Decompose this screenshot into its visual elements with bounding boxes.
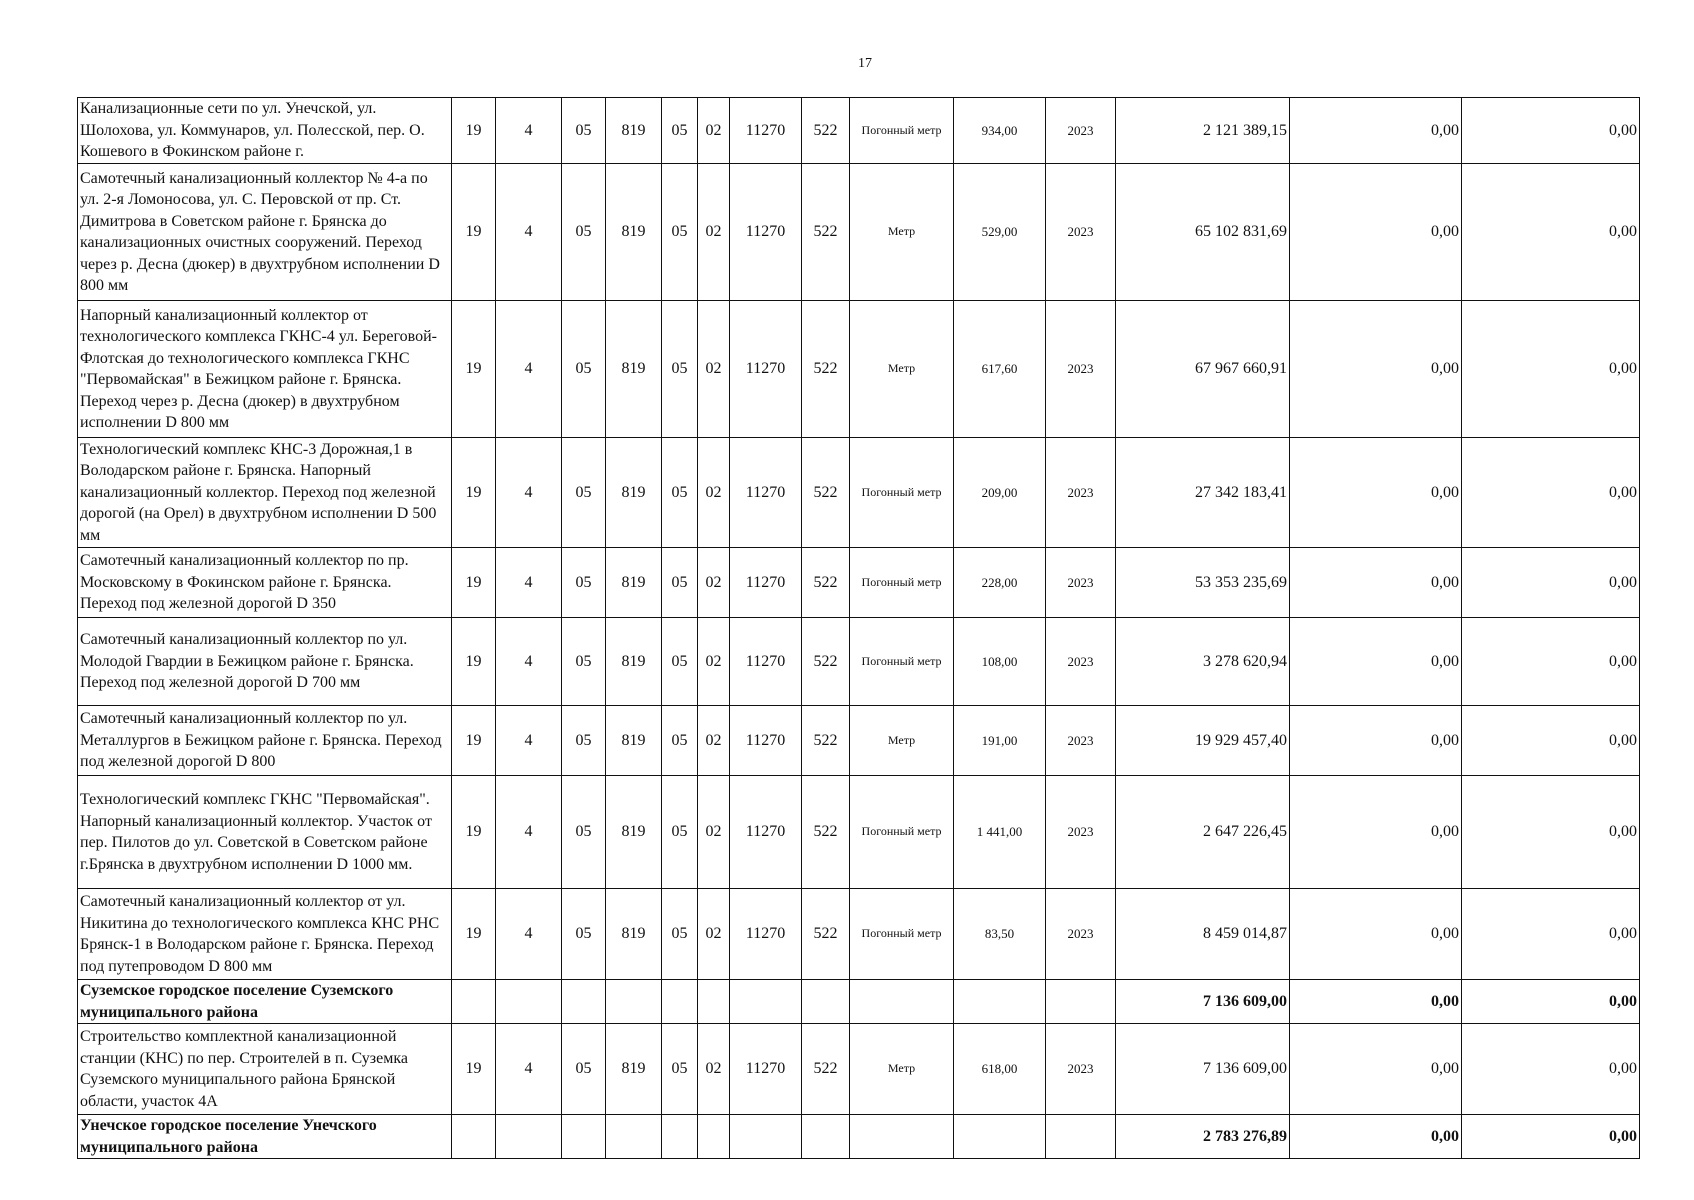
object-name-cell: Самотечный канализационный коллектор по ул. Молодой Гвардии в Бежицком районе г. Брянска. Переход под железной дорогой D 700 мм (78, 618, 452, 706)
code-cell: 4 (496, 776, 562, 889)
amount-cell: 0,00 (1462, 98, 1640, 164)
unit-cell: Погонный метр (850, 98, 954, 164)
amount-cell: 0,00 (1290, 889, 1462, 980)
unit-cell: Метр (850, 164, 954, 301)
code-cell: 11270 (730, 889, 802, 980)
code-cell: 19 (452, 1024, 496, 1115)
amount-cell: 2 647 226,45 (1116, 776, 1290, 889)
code-cell: 4 (496, 618, 562, 706)
quantity-cell: 209,00 (954, 438, 1046, 548)
amount-cell: 67 967 660,91 (1116, 301, 1290, 438)
code-cell: 05 (662, 1024, 698, 1115)
year-cell (1046, 1115, 1116, 1159)
table-row (78, 164, 1640, 301)
amount-cell: 0,00 (1462, 1115, 1640, 1159)
amount-cell: 0,00 (1290, 980, 1462, 1024)
year-cell: 2023 (1046, 776, 1116, 889)
code-cell: 4 (496, 1024, 562, 1115)
object-name-cell: Суземское городское поселение Суземского муниципального района (78, 980, 452, 1024)
code-cell: 05 (562, 1024, 606, 1115)
amount-cell: 0,00 (1290, 618, 1462, 706)
code-cell: 819 (606, 164, 662, 301)
object-name-cell: Самотечный канализационный коллектор по ул. Металлургов в Бежицком районе г. Брянска. Переход под железной дорогой D 800 (78, 706, 452, 776)
code-cell: 819 (606, 98, 662, 164)
code-cell: 05 (562, 98, 606, 164)
code-cell: 11270 (730, 776, 802, 889)
code-cell: 05 (562, 301, 606, 438)
code-cell: 02 (698, 301, 730, 438)
object-name-cell: Канализационные сети по ул. Унечской, ул. Шолохова, ул. Коммунаров, ул. Полесской, пер. О. Кошевого в Фокинском районе г. (78, 98, 452, 164)
code-cell (562, 980, 606, 1024)
code-cell (698, 980, 730, 1024)
code-cell (606, 980, 662, 1024)
code-cell: 19 (452, 164, 496, 301)
code-cell: 02 (698, 706, 730, 776)
code-cell: 02 (698, 164, 730, 301)
code-cell: 4 (496, 164, 562, 301)
table-row (78, 889, 1640, 980)
table-row (78, 1024, 1640, 1115)
code-cell: 11270 (730, 164, 802, 301)
code-cell: 19 (452, 889, 496, 980)
year-cell: 2023 (1046, 889, 1116, 980)
amount-cell: 0,00 (1290, 98, 1462, 164)
object-name-cell: Напорный канализационный коллектор от технологического комплекса ГКНС-4 ул. Береговой-Флотская до технологического комплекса ГКНС "Первомайская" в Бежицком районе г. Брянска. Переход через р. Десна (дюкер) в двухтрубном исполнении D 800 мм (78, 301, 452, 438)
quantity-cell: 228,00 (954, 548, 1046, 618)
code-cell: 02 (698, 1024, 730, 1115)
code-cell (802, 980, 850, 1024)
amount-cell: 0,00 (1290, 301, 1462, 438)
amount-cell: 0,00 (1462, 1024, 1640, 1115)
code-cell: 05 (662, 618, 698, 706)
code-cell: 02 (698, 548, 730, 618)
budget-table (77, 97, 1640, 1159)
object-name-cell: Строительство комплектной канализационной станции (КНС) по пер. Строителей в п. Суземка Суземского муниципального района Брянской области, участок 4А (78, 1024, 452, 1115)
amount-cell: 0,00 (1290, 548, 1462, 618)
code-cell: 4 (496, 301, 562, 438)
code-cell: 4 (496, 438, 562, 548)
year-cell: 2023 (1046, 1024, 1116, 1115)
object-name-cell: Технологический комплекс КНС-3 Дорожная,1 в Володарском районе г. Брянска. Напорный канализационный коллектор. Переход под железной дорогой (на Орел) в двухтрубном исполнении D 500 мм (78, 438, 452, 548)
year-cell: 2023 (1046, 618, 1116, 706)
quantity-cell (954, 980, 1046, 1024)
code-cell: 19 (452, 301, 496, 438)
code-cell: 05 (662, 889, 698, 980)
code-cell (562, 1115, 606, 1159)
unit-cell: Метр (850, 706, 954, 776)
table-row (78, 438, 1640, 548)
code-cell: 19 (452, 618, 496, 706)
amount-cell: 3 278 620,94 (1116, 618, 1290, 706)
year-cell: 2023 (1046, 164, 1116, 301)
amount-cell: 7 136 609,00 (1116, 980, 1290, 1024)
code-cell: 522 (802, 301, 850, 438)
code-cell: 05 (662, 301, 698, 438)
code-cell: 522 (802, 889, 850, 980)
code-cell: 11270 (730, 438, 802, 548)
amount-cell: 7 136 609,00 (1116, 1024, 1290, 1115)
quantity-cell: 108,00 (954, 618, 1046, 706)
unit-cell (850, 980, 954, 1024)
quantity-cell: 529,00 (954, 164, 1046, 301)
amount-cell: 0,00 (1462, 438, 1640, 548)
amount-cell: 0,00 (1290, 1115, 1462, 1159)
code-cell (698, 1115, 730, 1159)
amount-cell: 0,00 (1462, 301, 1640, 438)
quantity-cell (954, 1115, 1046, 1159)
code-cell (452, 980, 496, 1024)
table-body (78, 98, 1640, 1159)
code-cell: 05 (562, 548, 606, 618)
code-cell: 819 (606, 889, 662, 980)
amount-cell: 0,00 (1462, 776, 1640, 889)
object-name-cell: Унечское городское поселение Унечского муниципального района (78, 1115, 452, 1159)
code-cell: 11270 (730, 706, 802, 776)
code-cell: 522 (802, 618, 850, 706)
amount-cell: 8 459 014,87 (1116, 889, 1290, 980)
code-cell: 819 (606, 548, 662, 618)
unit-cell: Погонный метр (850, 776, 954, 889)
code-cell: 4 (496, 548, 562, 618)
code-cell: 4 (496, 706, 562, 776)
code-cell: 11270 (730, 301, 802, 438)
code-cell: 05 (662, 776, 698, 889)
code-cell: 522 (802, 706, 850, 776)
year-cell (1046, 980, 1116, 1024)
amount-cell: 27 342 183,41 (1116, 438, 1290, 548)
amount-cell: 0,00 (1290, 1024, 1462, 1115)
amount-cell: 65 102 831,69 (1116, 164, 1290, 301)
table-row (78, 618, 1640, 706)
table-row (78, 548, 1640, 618)
code-cell (730, 980, 802, 1024)
code-cell: 05 (562, 776, 606, 889)
code-cell: 819 (606, 776, 662, 889)
code-cell (662, 980, 698, 1024)
code-cell: 02 (698, 618, 730, 706)
object-name-cell: Технологический комплекс ГКНС "Первомайская". Напорный канализационный коллектор. Участок от пер. Пилотов до ул. Советской в Советском районе г.Брянска в двухтрубном исполнении D 1000 мм. (78, 776, 452, 889)
year-cell: 2023 (1046, 706, 1116, 776)
quantity-cell: 1 441,00 (954, 776, 1046, 889)
unit-cell: Погонный метр (850, 889, 954, 980)
code-cell: 19 (452, 548, 496, 618)
code-cell: 11270 (730, 98, 802, 164)
amount-cell: 53 353 235,69 (1116, 548, 1290, 618)
amount-cell: 0,00 (1462, 164, 1640, 301)
subtotal-row (78, 980, 1640, 1024)
code-cell (496, 1115, 562, 1159)
subtotal-row (78, 1115, 1640, 1159)
object-name-cell: Самотечный канализационный коллектор от ул. Никитина до технологического комплекса КНС РНС Брянск-1 в Володарском районе г. Брянска. Переход под путепроводом D 800 мм (78, 889, 452, 980)
code-cell (452, 1115, 496, 1159)
code-cell: 819 (606, 301, 662, 438)
code-cell: 05 (562, 889, 606, 980)
code-cell: 4 (496, 98, 562, 164)
amount-cell: 0,00 (1462, 706, 1640, 776)
code-cell: 05 (662, 706, 698, 776)
amount-cell: 0,00 (1462, 889, 1640, 980)
amount-cell: 0,00 (1290, 776, 1462, 889)
code-cell (662, 1115, 698, 1159)
quantity-cell: 191,00 (954, 706, 1046, 776)
code-cell: 05 (562, 438, 606, 548)
amount-cell: 2 121 389,15 (1116, 98, 1290, 164)
code-cell (606, 1115, 662, 1159)
unit-cell: Метр (850, 301, 954, 438)
amount-cell: 0,00 (1290, 438, 1462, 548)
code-cell: 522 (802, 438, 850, 548)
year-cell: 2023 (1046, 548, 1116, 618)
code-cell: 11270 (730, 1024, 802, 1115)
unit-cell: Погонный метр (850, 618, 954, 706)
code-cell: 02 (698, 438, 730, 548)
code-cell: 522 (802, 548, 850, 618)
code-cell: 819 (606, 438, 662, 548)
amount-cell: 0,00 (1462, 618, 1640, 706)
unit-cell (850, 1115, 954, 1159)
code-cell: 05 (562, 618, 606, 706)
amount-cell: 0,00 (1290, 706, 1462, 776)
unit-cell: Погонный метр (850, 438, 954, 548)
table-row (78, 301, 1640, 438)
code-cell: 19 (452, 706, 496, 776)
code-cell: 02 (698, 889, 730, 980)
code-cell: 05 (662, 438, 698, 548)
table-row (78, 776, 1640, 889)
code-cell: 05 (562, 164, 606, 301)
page-number: 17 (858, 56, 872, 71)
quantity-cell: 934,00 (954, 98, 1046, 164)
amount-cell: 19 929 457,40 (1116, 706, 1290, 776)
amount-cell: 2 783 276,89 (1116, 1115, 1290, 1159)
quantity-cell: 617,60 (954, 301, 1046, 438)
code-cell: 4 (496, 889, 562, 980)
code-cell (496, 980, 562, 1024)
code-cell: 19 (452, 776, 496, 889)
object-name-cell: Самотечный канализационный коллектор № 4-а по ул. 2-я Ломоносова, ул. С. Перовской от пр. Ст. Димитрова в Советском районе г. Брянска до канализационных очистных сооружений. Переход через р. Десна (дюкер) в двухтрубном исполнении D 800 мм (78, 164, 452, 301)
table-row (78, 98, 1640, 164)
object-name-cell: Самотечный канализационный коллектор по пр. Московскому в Фокинском районе г. Брянска. Переход под железной дорогой D 350 (78, 548, 452, 618)
code-cell: 19 (452, 438, 496, 548)
code-cell: 02 (698, 98, 730, 164)
amount-cell: 0,00 (1462, 548, 1640, 618)
year-cell: 2023 (1046, 98, 1116, 164)
unit-cell: Погонный метр (850, 548, 954, 618)
code-cell: 522 (802, 164, 850, 301)
amount-cell: 0,00 (1290, 164, 1462, 301)
code-cell: 819 (606, 618, 662, 706)
code-cell: 522 (802, 1024, 850, 1115)
year-cell: 2023 (1046, 301, 1116, 438)
code-cell: 819 (606, 1024, 662, 1115)
code-cell: 05 (662, 98, 698, 164)
code-cell (802, 1115, 850, 1159)
code-cell: 522 (802, 776, 850, 889)
code-cell (730, 1115, 802, 1159)
code-cell: 819 (606, 706, 662, 776)
code-cell: 11270 (730, 618, 802, 706)
quantity-cell: 618,00 (954, 1024, 1046, 1115)
code-cell: 11270 (730, 548, 802, 618)
code-cell: 522 (802, 98, 850, 164)
quantity-cell: 83,50 (954, 889, 1046, 980)
unit-cell: Метр (850, 1024, 954, 1115)
code-cell: 02 (698, 776, 730, 889)
year-cell: 2023 (1046, 438, 1116, 548)
amount-cell: 0,00 (1462, 980, 1640, 1024)
code-cell: 05 (662, 548, 698, 618)
code-cell: 05 (662, 164, 698, 301)
code-cell: 19 (452, 98, 496, 164)
table-row (78, 706, 1640, 776)
code-cell: 05 (562, 706, 606, 776)
